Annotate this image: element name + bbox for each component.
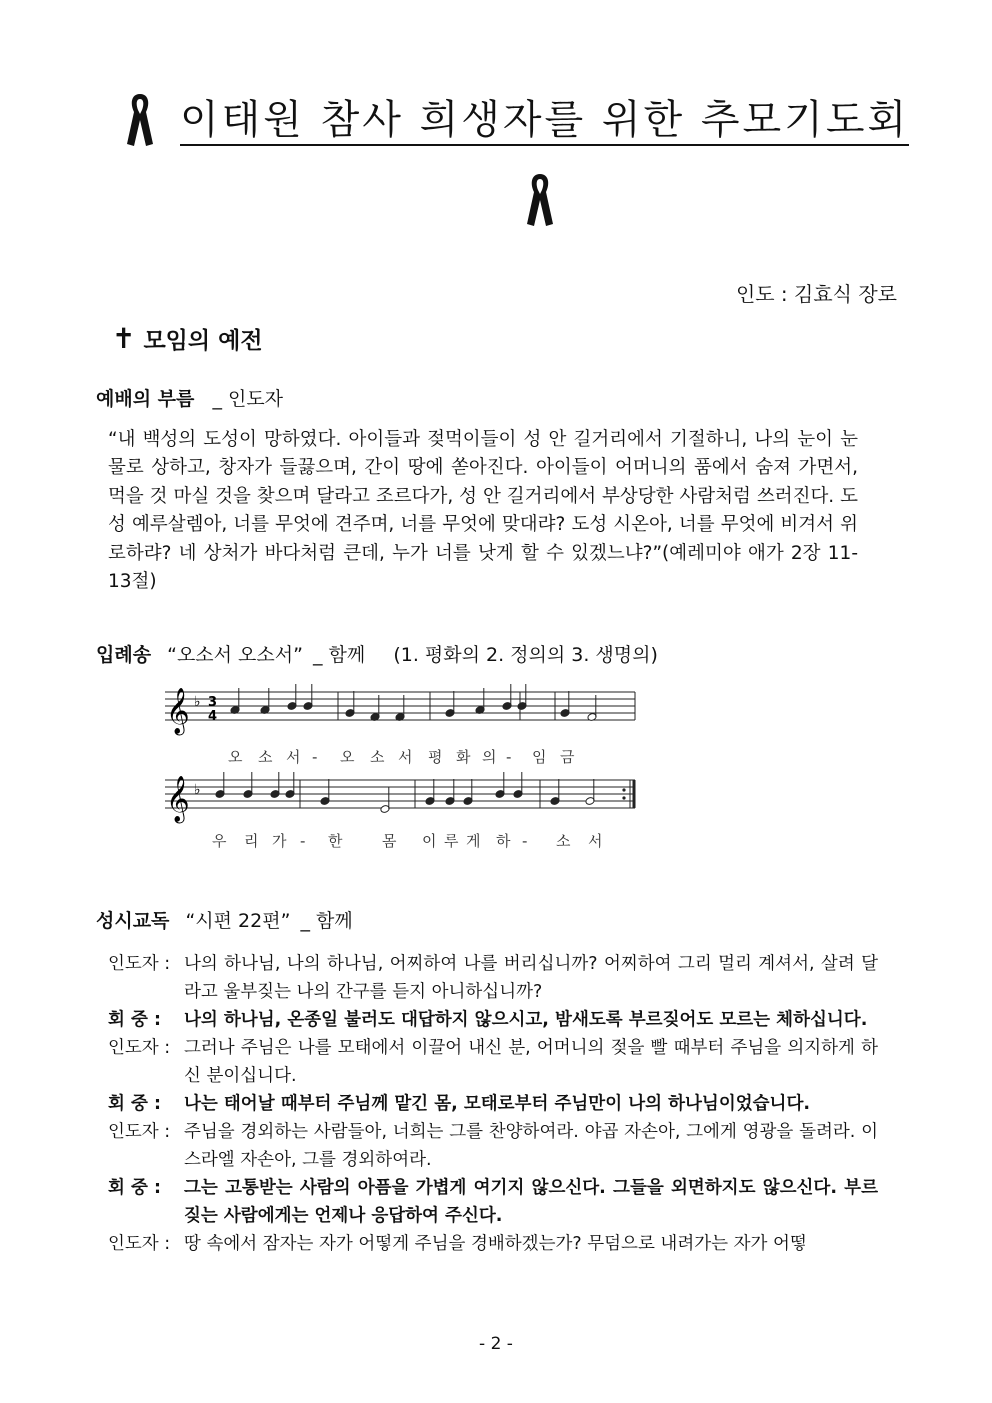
lyric-syllable: - <box>522 832 528 850</box>
lyric-syllable: 우 <box>212 832 227 850</box>
reading-row <box>108 1174 878 1230</box>
reading-text: 나의 하나님, 온종일 불러도 대답하지 않으시고, 밤새도록 부르짖어도 모르는 체하십니다. <box>184 1010 868 1030</box>
section-title: 모임의 예전 <box>143 328 263 354</box>
lyric-syllable: 루 <box>444 832 459 850</box>
call-leader: _ 인도자 <box>212 388 284 410</box>
hymn-verses: (1. 평화의 2. 정의의 3. 생명의) <box>393 644 658 666</box>
reading-row <box>108 1090 878 1118</box>
lyric-syllable: 소 <box>258 748 273 766</box>
mourning-ribbon-icon <box>125 92 155 148</box>
music-score <box>160 684 640 856</box>
lyric-syllable: 오 <box>340 748 355 766</box>
page-title: 이태원 참사 희생자를 위한 추모기도회 <box>180 98 909 146</box>
lyric-syllable: 소 <box>370 748 385 766</box>
mourning-ribbon-icon <box>525 172 555 228</box>
treble-clef-icon: 𝄞 <box>166 688 190 734</box>
reading-speaker: 회 중 : <box>108 1178 161 1198</box>
psalm-title: “시편 22편” <box>185 910 291 932</box>
lyric-syllable: 화 <box>456 748 471 766</box>
lyric-syllable: - <box>312 748 318 766</box>
reading-text: 그는 고통받는 사람의 아픔을 가볍게 여기지 않으신다. 그들을 외면하지도 않으신다. 부르짖는 사람에게는 언제나 응답하여 주신다. <box>184 1178 878 1226</box>
lyric-syllable: - <box>506 748 512 766</box>
section-heading <box>112 322 263 355</box>
lyric-syllable: 의 <box>482 748 497 766</box>
lyric-syllable: 서 <box>588 832 603 850</box>
reading-text: 나는 태어날 때부터 주님께 맡긴 몸, 모태로부터 주님만이 나의 하나님이었습니다. <box>184 1094 810 1114</box>
lyric-syllable: 게 <box>466 832 481 850</box>
notes-line-2 <box>215 772 595 813</box>
reading-speaker: 회 중 : <box>108 1094 161 1114</box>
psalm-heading: 성시교독 <box>96 910 170 932</box>
lyric-syllable: 금 <box>560 748 575 766</box>
leader-line: 인도 : 김효식 장로 <box>735 282 897 306</box>
reading-text: 그러나 주님은 나를 모태에서 이끌어 내신 분, 어머니의 젖을 빨 때부터 주님을 의지하게 하신 분이십니다. <box>184 1038 878 1086</box>
repeat-dot <box>622 788 625 791</box>
reading-speaker: 회 중 : <box>108 1010 161 1030</box>
call-text: “내 백성의 도성이 망하였다. 아이들과 젖먹이들이 성 안 길거리에서 기절하니, 나의 눈이 눈물로 상하고, 창자가 들끓으며, 간이 땅에 쏟아진다. 아이들이 어머니의 품에서 숨져 가면서, 먹을 것 마실 것을 찾으며 달라고 조르다가, 성 안 길거리에서 부상당한 사람처럼 쓰러진다. 도성 예루살렘아, 너를 무엇에 견주며, 너를 무엇에 맞대랴? 도성 시온아, 너를 무엇에 비겨서 위로하랴? 네 상처가 바다처럼 큰데, 누가 너를 낫게 할 수 있겠느냐?”(예레미야 애가 2장 11-13절) <box>108 429 858 593</box>
flat-sign: ♭ <box>194 694 201 710</box>
reading-speaker: 인도자 : <box>108 954 171 974</box>
treble-clef-icon: 𝄞 <box>166 776 190 822</box>
reading-text: 주님을 경외하는 사람들아, 너희는 그를 찬양하여라. 야곱 자손아, 그에게 영광을 돌려라. 이스라엘 자손아, 그를 경외하여라. <box>184 1122 878 1170</box>
hymn-title: “오소서 오소서” <box>167 644 303 666</box>
reading-speaker: 인도자 : <box>108 1038 171 1058</box>
time-signature-top: 3 <box>208 695 218 710</box>
lyric-syllable: 오 <box>228 748 243 766</box>
notes-line-1 <box>230 684 597 721</box>
psalm-who: _ 함께 <box>300 910 353 932</box>
cross-icon: ✝ <box>112 322 136 355</box>
reading-text: 나의 하나님, 나의 하나님, 어찌하여 나를 버리십니까? 어찌하여 그리 멀리 계셔서, 살려 달라고 울부짖는 나의 간구를 듣지 아니하십니까? <box>184 954 878 1002</box>
lyric-syllable: 리 <box>244 832 259 850</box>
reading-row <box>108 950 878 1006</box>
lyric-syllable: 서 <box>286 748 301 766</box>
lyric-syllable: 서 <box>398 748 413 766</box>
lyric-syllable: 소 <box>556 832 571 850</box>
call-heading-row <box>96 384 283 411</box>
reading-row <box>108 1034 878 1090</box>
reading-speaker: 인도자 : <box>108 1234 171 1254</box>
hymn-heading-row <box>96 640 658 667</box>
lyric-syllable: 가 <box>272 832 287 850</box>
responsive-reading <box>108 950 878 1258</box>
psalm-heading-row <box>96 906 353 933</box>
reading-row <box>108 1118 878 1174</box>
repeat-dot <box>622 796 625 799</box>
staff-line-2 <box>165 780 635 808</box>
reading-row <box>108 1006 878 1034</box>
lyric-syllable: 이 <box>422 832 437 850</box>
reading-speaker: 인도자 : <box>108 1122 171 1142</box>
lyric-syllable: 임 <box>532 748 547 766</box>
time-signature-bottom: 4 <box>208 709 218 724</box>
lyric-syllable: 하 <box>496 832 511 850</box>
reading-text: 땅 속에서 잠자는 자가 어떻게 주님을 경배하겠는가? 무덤으로 내려가는 자가 어떻 <box>184 1234 807 1254</box>
title-row <box>125 92 910 152</box>
page-number: - 2 - <box>479 1334 513 1354</box>
lyric-syllable: 몸 <box>382 832 397 850</box>
flat-sign: ♭ <box>194 782 201 798</box>
hymn-who: _ 함께 <box>313 644 366 666</box>
lyric-syllable: 평 <box>428 748 443 766</box>
hymn-heading: 입례송 <box>96 644 152 666</box>
lyric-syllable: 한 <box>328 832 343 850</box>
reading-row <box>108 1230 878 1258</box>
lyrics-line-2 <box>212 832 603 850</box>
lyric-syllable: - <box>300 832 306 850</box>
call-heading: 예배의 부름 <box>96 388 195 410</box>
lyrics-line-1 <box>228 748 575 766</box>
